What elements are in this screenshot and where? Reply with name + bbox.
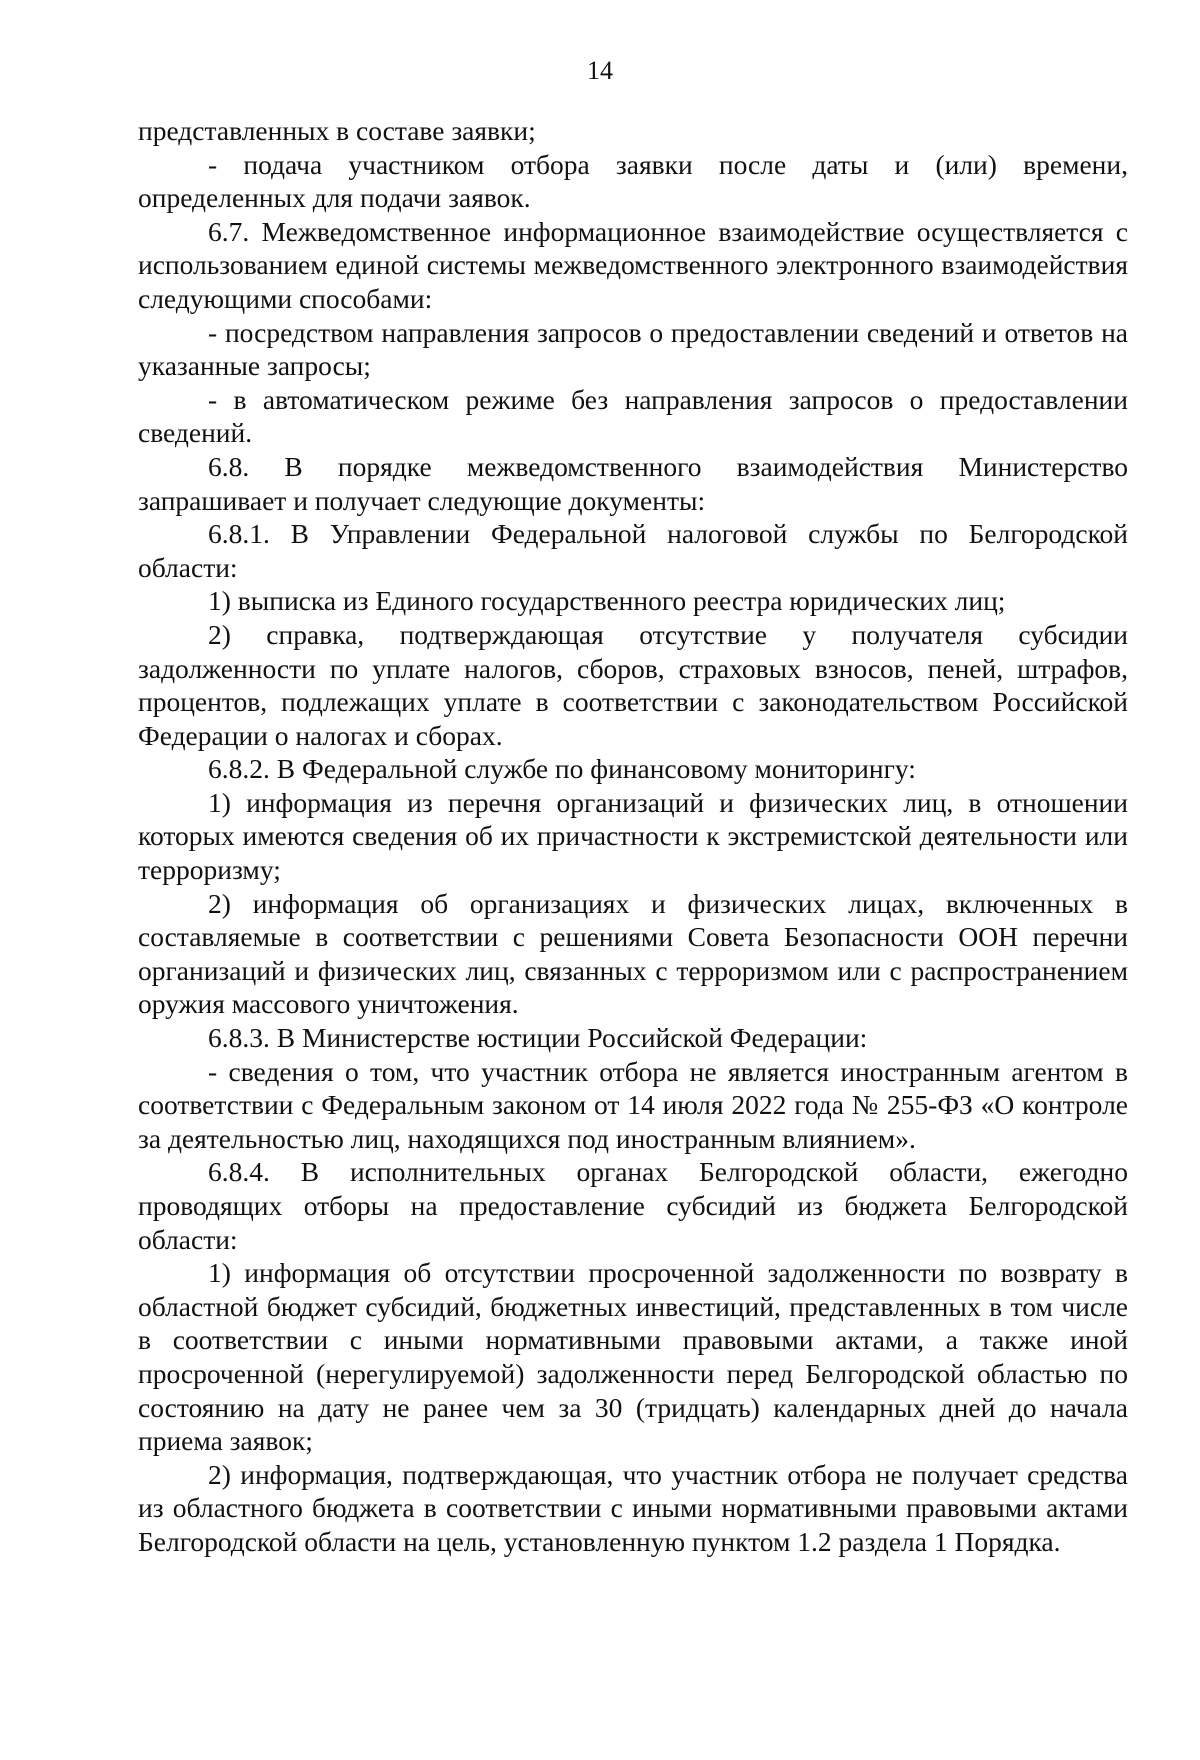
paragraph-late-submission: - подача участником отбора заявки после даты и (или) времени, определенных для подачи заявок. — [138, 148, 1128, 214]
paragraph-6-8-3: 6.8.3. В Министерстве юстиции Российской Федерации: — [208, 1022, 868, 1054]
paragraph-6-7-requests: - посредством направления запросов о предоставлении сведений и ответов на указанные запросы; — [138, 316, 1128, 382]
paragraph-6-8-4: 6.8.4. В исполнительных органах Белгородской области, ежегодно проводящих отборы на предоставление субсидий из бюджета Белгородской области: — [138, 1156, 1128, 1255]
paragraph-6-8-1-item-2: 2) справка, подтверждающая отсутствие у получателя субсидии задолженности по уплате налогов, сборов, страховых взносов, пеней, штрафов, процентов, подлежащих уплате в соответствии с законодательством Российской Федерации о налогах и сборах. — [138, 618, 1128, 751]
paragraph-continuation: представленных в составе заявки; — [138, 115, 536, 146]
paragraph-6-8-4-item-1: 1) информация об отсутствии просроченной задолженности по возврату в областной бюджет субсидий, бюджетных инвестиций, представленных в том числе в соответствии с иными нормативными правовыми актами, а также иной просроченной (нерегулируемой) задолженности перед Белгородской областью по состоянию на дату не ранее чем за 30 (тридцать) календарных дней до начала приема заявок; — [138, 1257, 1128, 1457]
paragraph-6-8-1: 6.8.1. В Управлении Федеральной налоговой службы по Белгородской области: — [138, 518, 1128, 583]
paragraph-6-8-2-item-1: 1) информация из перечня организаций и физических лиц, в отношении которых имеются сведения об их причастности к экстремистской деятельности или терроризму; — [138, 786, 1128, 886]
page-number: 14 — [587, 56, 613, 85]
paragraph-6-8-4-item-2: 2) информация, подтверждающая, что участник отбора не получает средства из областного бюджета в соответствии с иными нормативными правовыми актами Белгородской области на цель, установленную пунктом 1.2 раздела 1 Порядка. — [138, 1458, 1128, 1557]
paragraph-6-7-automatic: - в автоматическом режиме без направления запросов о предоставлении сведений. — [138, 383, 1128, 449]
paragraph-6-8-2-item-2: 2) информация об организациях и физических лицах, включенных в составляемые в соответствии с решениями Совета Безопасности ООН перечни организаций и физических лиц, связанных с терроризмом или с распространением оружия массового уничтожения. — [138, 887, 1128, 1020]
paragraph-6-7: 6.7. Межведомственное информационное взаимодействие осуществляется с использованием единой системы межведомственного электронного взаимодействия следующими способами: — [138, 215, 1128, 314]
document-body — [138, 114, 1128, 1559]
paragraph-6-8: 6.8. В порядке межведомственного взаимодействия Министерство запрашивает и получает следующие документы: — [138, 450, 1128, 516]
paragraph-6-8-2: 6.8.2. В Федеральной службе по финансовому мониторингу: — [208, 753, 916, 785]
paragraph-6-8-3-item: - сведения о том, что участник отбора не является иностранным агентом в соответствии с Федеральным законом от 14 июля 2022 года № 255-ФЗ «О контроле за деятельностью лиц, находящихся под иностранным влиянием». — [138, 1055, 1128, 1154]
paragraph-6-8-1-item-1: 1) выписка из Единого государственного реестра юридических лиц; — [208, 585, 1006, 617]
